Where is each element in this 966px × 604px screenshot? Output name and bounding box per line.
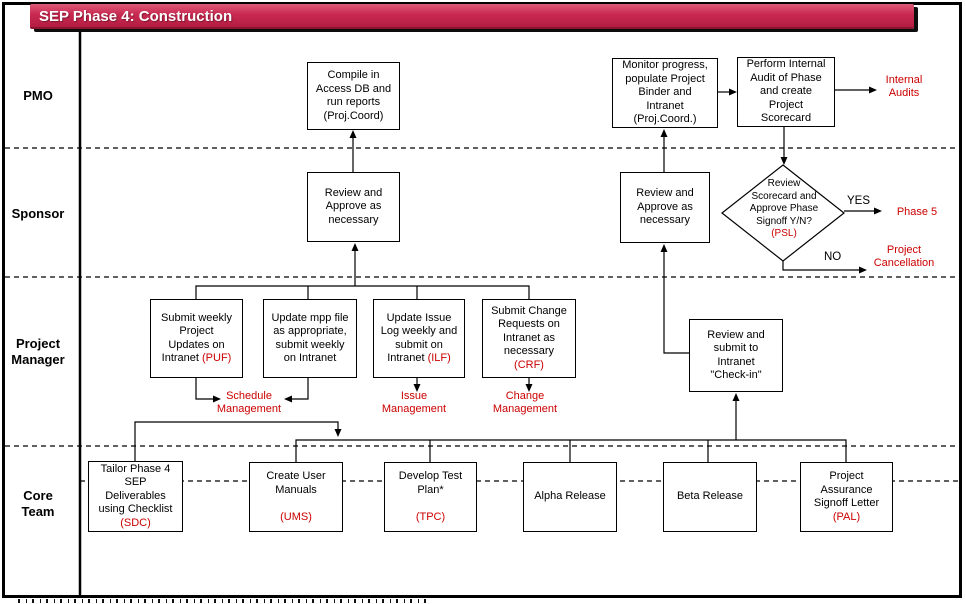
label-change-management: Change Management	[492, 390, 558, 415]
node-beta-release: Beta Release	[663, 462, 757, 532]
node-project-updates-puf: Submit weekly Project Updates on Intranet (PUF)	[150, 299, 243, 378]
node-issue-log-ilf: Update Issue Log weekly and submit on Intranet (ILF)	[373, 299, 465, 378]
node-alpha-release: Alpha Release	[523, 462, 617, 532]
label-schedule-management: Schedule Management	[216, 390, 282, 415]
lane-label-pmo: PMO	[23, 88, 53, 103]
node-intranet-checkin: Review and submit to Intranet "Check-in"	[689, 319, 783, 392]
label-issue-management: Issue Management	[381, 390, 447, 415]
clipped-footnote	[18, 599, 430, 603]
page-title: SEP Phase 4: Construction	[30, 4, 914, 29]
terminal-project-cancellation: Project Cancellation	[873, 244, 935, 269]
node-monitor-progress: Monitor progress, populate Project Binder and Intranet (Proj.Coord.)	[612, 58, 718, 128]
label-no: NO	[824, 251, 842, 263]
node-update-mpp: Update mpp file as appropriate, submit weekly on Intranet	[263, 299, 357, 378]
node-tailor-deliverables-sdc: Tailor Phase 4 SEP Deliverables using Checklist (SDC)	[88, 461, 183, 532]
node-review-approve-right: Review and Approve as necessary	[620, 172, 710, 243]
node-compile-access-db: Compile in Access DB and run reports (Proj.Coord)	[307, 62, 400, 130]
node-change-requests-crf: Submit Change Requests on Intranet as necessary (CRF)	[482, 299, 576, 378]
lane-label-core-team: Core Team	[21, 488, 55, 519]
node-internal-audit: Perform Internal Audit of Phase and create Project Scorecard	[737, 57, 835, 127]
node-signoff-letter-pal: Project Assurance Signoff Letter (PAL)	[800, 462, 893, 532]
lane-label-sponsor: Sponsor	[11, 206, 65, 221]
terminal-internal-audits: Internal Audits	[885, 74, 923, 99]
decision-signoff-text: Review Scorecard and Approve Phase Signoff Y/N? (PSL)	[749, 178, 819, 239]
node-review-approve-left: Review and Approve as necessary	[307, 172, 400, 242]
terminal-phase-5: Phase 5	[896, 206, 938, 218]
node-user-manuals-ums: Create User Manuals (UMS)	[249, 462, 343, 532]
node-test-plan-tpc: Develop Test Plan* (TPC)	[384, 462, 477, 532]
lane-label-project-manager: Project Manager	[11, 336, 65, 367]
label-yes: YES	[847, 195, 871, 207]
